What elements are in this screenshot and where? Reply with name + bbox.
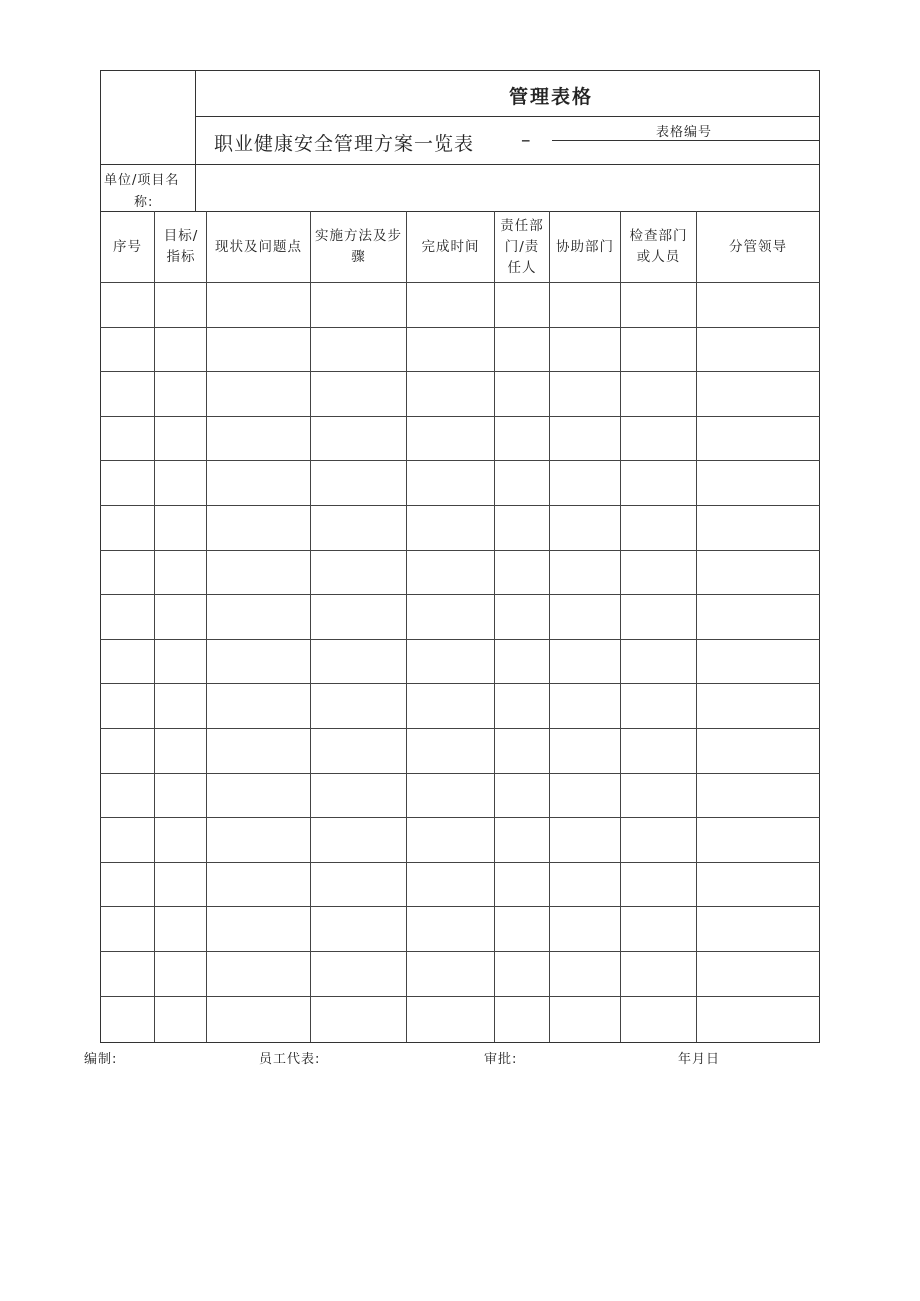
frame-bottom — [100, 1042, 820, 1043]
table-cell[interactable] — [495, 372, 549, 416]
table-cell[interactable] — [697, 863, 819, 907]
table-cell[interactable] — [621, 461, 696, 505]
table-cell[interactable] — [495, 863, 549, 907]
table-cell[interactable] — [155, 372, 206, 416]
table-cell[interactable] — [621, 595, 696, 639]
table-cell[interactable] — [697, 640, 819, 684]
table-cell[interactable] — [495, 684, 549, 728]
col-header-leader: 分管领导 — [729, 238, 787, 255]
table-cell[interactable] — [101, 997, 154, 1041]
table-cell[interactable] — [101, 640, 154, 684]
table-cell[interactable] — [311, 907, 406, 951]
table-cell[interactable] — [311, 684, 406, 728]
table-cell[interactable] — [101, 506, 154, 550]
table-cell[interactable] — [155, 997, 206, 1041]
table-cell[interactable] — [101, 952, 154, 996]
table-cell[interactable] — [207, 640, 310, 684]
table-cell[interactable] — [207, 283, 310, 327]
col-header-method: 实施方法及步 骤 — [315, 228, 402, 265]
table-cell[interactable] — [101, 283, 154, 327]
table-cell[interactable] — [495, 907, 549, 951]
table-cell[interactable] — [101, 863, 154, 907]
table-cell[interactable] — [155, 461, 206, 505]
table-cell[interactable] — [101, 417, 154, 461]
table-cell[interactable] — [495, 461, 549, 505]
table-cell[interactable] — [101, 551, 154, 595]
table-cell[interactable] — [207, 997, 310, 1041]
table-cell[interactable] — [155, 506, 206, 550]
table-cell[interactable] — [621, 818, 696, 862]
table-cell[interactable] — [311, 328, 406, 372]
table-cell[interactable] — [207, 952, 310, 996]
table-cell[interactable] — [407, 417, 494, 461]
table-cell[interactable] — [495, 283, 549, 327]
table-cell[interactable] — [621, 952, 696, 996]
table-cell[interactable] — [311, 461, 406, 505]
table-cell[interactable] — [311, 595, 406, 639]
table-cell[interactable] — [207, 774, 310, 818]
table-cell[interactable] — [407, 640, 494, 684]
table-cell[interactable] — [207, 595, 310, 639]
table-cell[interactable] — [155, 774, 206, 818]
table-cell[interactable] — [495, 640, 549, 684]
table-cell[interactable] — [101, 461, 154, 505]
frame-top — [100, 70, 820, 71]
table-cell[interactable] — [621, 863, 696, 907]
col-header-completion: 完成时间 — [421, 238, 480, 255]
table-cell[interactable] — [311, 997, 406, 1041]
table-cell[interactable] — [621, 417, 696, 461]
table-cell[interactable] — [407, 506, 494, 550]
table-cell[interactable] — [697, 283, 819, 327]
table-cell[interactable] — [621, 551, 696, 595]
table-cell[interactable] — [407, 729, 494, 773]
table-cell[interactable] — [495, 417, 549, 461]
table-cell[interactable] — [101, 907, 154, 951]
table-cell[interactable] — [495, 328, 549, 372]
table-cell[interactable] — [155, 863, 206, 907]
table-cell[interactable] — [550, 729, 620, 773]
table-cell[interactable] — [407, 551, 494, 595]
table-cell[interactable] — [407, 774, 494, 818]
table-cell[interactable] — [101, 774, 154, 818]
table-cell[interactable] — [495, 729, 549, 773]
table-cell[interactable] — [311, 506, 406, 550]
table-cell[interactable] — [101, 372, 154, 416]
table-cell[interactable] — [621, 997, 696, 1041]
table-cell[interactable] — [495, 506, 549, 550]
col-header-assist: 协助部门 — [556, 238, 614, 255]
table-cell[interactable] — [207, 328, 310, 372]
footer-employee-rep: 员工代表: — [259, 1052, 321, 1067]
table-cell[interactable] — [207, 461, 310, 505]
table-cell[interactable] — [550, 997, 620, 1041]
table-cell[interactable] — [311, 372, 406, 416]
table-cell[interactable] — [207, 372, 310, 416]
table-cell[interactable] — [311, 774, 406, 818]
table-cell[interactable] — [207, 417, 310, 461]
table-cell[interactable] — [550, 506, 620, 550]
table-cell[interactable] — [550, 551, 620, 595]
table-cell[interactable] — [407, 283, 494, 327]
table-cell[interactable] — [155, 684, 206, 728]
table-cell[interactable] — [621, 729, 696, 773]
table-cell[interactable] — [495, 774, 549, 818]
table-cell[interactable] — [407, 997, 494, 1041]
table-cell[interactable] — [550, 684, 620, 728]
table-cell[interactable] — [495, 551, 549, 595]
table-cell[interactable] — [407, 863, 494, 907]
table-cell[interactable] — [155, 818, 206, 862]
table-cell[interactable] — [495, 952, 549, 996]
table-cell[interactable] — [311, 417, 406, 461]
table-cell[interactable] — [495, 595, 549, 639]
form-no-underline — [552, 140, 820, 141]
table-cell[interactable] — [101, 684, 154, 728]
table-cell[interactable] — [621, 372, 696, 416]
table-cell[interactable] — [621, 684, 696, 728]
table-cell[interactable] — [101, 818, 154, 862]
table-cell[interactable] — [550, 283, 620, 327]
table-cell[interactable] — [697, 952, 819, 996]
table-cell[interactable] — [207, 907, 310, 951]
table-cell[interactable] — [155, 595, 206, 639]
table-cell[interactable] — [407, 907, 494, 951]
table-cell[interactable] — [407, 684, 494, 728]
page-title: 管理表格 — [508, 86, 593, 108]
table-cell[interactable] — [621, 907, 696, 951]
table-cell[interactable] — [550, 417, 620, 461]
table-cell[interactable] — [697, 372, 819, 416]
table-cell[interactable] — [311, 283, 406, 327]
table-cell[interactable] — [550, 640, 620, 684]
table-cell[interactable] — [207, 684, 310, 728]
table-cell[interactable] — [550, 328, 620, 372]
table-cell[interactable] — [697, 417, 819, 461]
table-cell[interactable] — [407, 461, 494, 505]
frame-right — [819, 70, 820, 1043]
table-cell[interactable] — [550, 952, 620, 996]
table-cell[interactable] — [101, 729, 154, 773]
table-cell[interactable] — [207, 506, 310, 550]
table-cell[interactable] — [697, 997, 819, 1041]
col-header-seq: 序号 — [113, 238, 142, 255]
table-cell[interactable] — [621, 506, 696, 550]
unit-value-field[interactable] — [196, 165, 819, 211]
unit-label-line2: 称: — [134, 195, 154, 210]
table-cell[interactable] — [697, 506, 819, 550]
table-cell[interactable] — [155, 640, 206, 684]
form-number-label: 表格编号 — [656, 125, 713, 140]
table-cell[interactable] — [550, 372, 620, 416]
table-cell[interactable] — [101, 328, 154, 372]
table-cell[interactable] — [697, 595, 819, 639]
table-cell[interactable] — [407, 595, 494, 639]
table-cell[interactable] — [407, 372, 494, 416]
table-cell[interactable] — [311, 551, 406, 595]
footer-prepared: 编制: — [84, 1052, 118, 1067]
table-cell[interactable] — [101, 595, 154, 639]
table-cell[interactable] — [621, 283, 696, 327]
table-cell[interactable] — [495, 997, 549, 1041]
table-cell[interactable] — [697, 818, 819, 862]
unit-label-line1: 单位/项目名 — [104, 173, 180, 188]
footer-approval: 审批: — [484, 1052, 518, 1067]
col-header-responsible: 责任部 门/责 任人 — [500, 217, 544, 276]
table-cell[interactable] — [495, 818, 549, 862]
table-cell[interactable] — [155, 551, 206, 595]
subtitle-dash: – — [521, 129, 532, 151]
table-cell[interactable] — [155, 952, 206, 996]
table-cell[interactable] — [550, 818, 620, 862]
col-header-inspect: 检查部门 或人员 — [629, 228, 688, 265]
table-cell[interactable] — [621, 774, 696, 818]
table-cell[interactable] — [550, 774, 620, 818]
table-cell[interactable] — [407, 328, 494, 372]
table-cell[interactable] — [697, 907, 819, 951]
table-cell[interactable] — [550, 863, 620, 907]
table-cell[interactable] — [697, 729, 819, 773]
table-cell[interactable] — [550, 595, 620, 639]
table-cell[interactable] — [697, 328, 819, 372]
table-cell[interactable] — [311, 640, 406, 684]
table-cell[interactable] — [207, 863, 310, 907]
footer-date: 年月日 — [678, 1052, 721, 1067]
table-cell[interactable] — [155, 328, 206, 372]
table-cell[interactable] — [311, 818, 406, 862]
table-cell[interactable] — [697, 551, 819, 595]
table-cell[interactable] — [311, 729, 406, 773]
table-cell[interactable] — [550, 461, 620, 505]
table-cell[interactable] — [621, 640, 696, 684]
table-cell[interactable] — [697, 774, 819, 818]
form-subtitle: 职业健康安全管理方案一览表 — [214, 133, 475, 155]
table-cell[interactable] — [697, 461, 819, 505]
table-cell[interactable] — [207, 729, 310, 773]
table-cell[interactable] — [407, 818, 494, 862]
logo-area — [101, 71, 195, 164]
table-cell[interactable] — [621, 328, 696, 372]
table-cell[interactable] — [207, 551, 310, 595]
table-cell[interactable] — [697, 684, 819, 728]
table-cell[interactable] — [311, 863, 406, 907]
table-cell[interactable] — [155, 907, 206, 951]
table-cell[interactable] — [407, 952, 494, 996]
title-divider — [195, 116, 820, 117]
table-cell[interactable] — [311, 952, 406, 996]
table-cell[interactable] — [155, 283, 206, 327]
table-cell[interactable] — [155, 729, 206, 773]
col-header-target: 目标/ 指标 — [163, 228, 199, 265]
table-cell[interactable] — [155, 417, 206, 461]
table-cell[interactable] — [550, 907, 620, 951]
table-cell[interactable] — [207, 818, 310, 862]
col-header-status: 现状及问题点 — [215, 238, 302, 255]
